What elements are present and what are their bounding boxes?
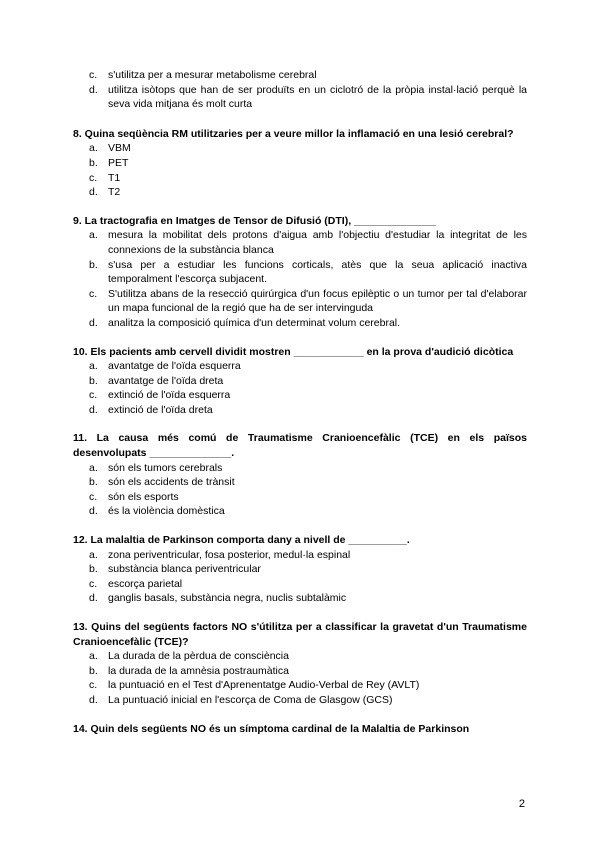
page-number: 2: [518, 798, 525, 810]
answer-option: [73, 577, 527, 592]
option-label: b.: [89, 258, 98, 271]
question-13: 13. Quins del següents factors NO s'útilitza per a classificar la gravetat d'un Traumatisme Cranioencefàlic (TCE)?: [73, 621, 527, 648]
option-label: d.: [89, 592, 98, 605]
option-text: utilitza isòtops que han de ser produïts en un ciclotró de la pròpia instal·lació perquè la seva vida mitjana és molt curta: [108, 83, 527, 111]
answer-option: [73, 185, 527, 200]
option-label: d.: [89, 693, 98, 706]
option-label: c.: [89, 171, 98, 184]
option-label: b.: [89, 476, 98, 489]
option-label: c.: [89, 577, 98, 590]
answer-option: [73, 171, 527, 186]
option-label: d.: [89, 83, 98, 96]
answer-option: [73, 156, 527, 171]
question-8: 8. Quina seqüència RM utilitzaries per a veure millor la inflamació en una lesió cerebral?: [73, 127, 514, 140]
option-text: La durada de la pèrdua de consciència: [108, 650, 289, 663]
option-text: s'usa per a estudiar les funcions corticals, atès que la seua aplicació inactiva temporalment l'escorça subjacent.: [108, 258, 527, 286]
option-label: d.: [89, 316, 98, 329]
option-label: c.: [89, 490, 98, 503]
answer-option: [73, 490, 527, 505]
answer-option: [73, 141, 527, 156]
answer-option: [73, 562, 527, 577]
option-label: c.: [89, 679, 98, 692]
option-text: analitza la composició química d'un determinat volum cerebral.: [108, 316, 401, 329]
option-label: a.: [89, 461, 98, 474]
option-label: c.: [89, 287, 98, 300]
answer-option: [73, 678, 527, 693]
answer-option: [73, 504, 527, 519]
option-label: a.: [89, 650, 98, 663]
answer-option: [73, 228, 527, 257]
option-text: VBM: [108, 142, 131, 155]
option-text: són els esports: [108, 490, 179, 503]
answer-option: [73, 374, 527, 389]
answer-option: [73, 475, 527, 490]
answer-option: [73, 693, 527, 708]
option-text: és la violència domèstica: [108, 505, 225, 518]
option-text: mesura la mobilitat dels protons d'aigua amb l'objectiu d'estudiar la integritat de les connexions de la substància blanca: [108, 229, 527, 256]
answer-option: [73, 664, 527, 679]
option-text: substància blanca periventricular: [108, 563, 261, 576]
option-text: ganglis basals, substància negra, nuclis subtalàmic: [108, 592, 347, 605]
option-text: T1: [108, 171, 121, 184]
option-text: extinció de l'oïda esquerra: [108, 389, 231, 402]
option-label: a.: [89, 142, 98, 155]
option-text: S'utilitza abans de la resecció quirúrgica d'un focus epilèptic o un tumor per tal d'elaborar un mapa funcional de la regió que ha de ser intervinguda: [108, 287, 527, 315]
answer-option: [73, 258, 527, 287]
option-label: d.: [89, 403, 98, 416]
answer-option: [73, 287, 527, 316]
option-text: avantatge de l'oïda dreta: [108, 374, 224, 387]
option-label: a.: [89, 360, 98, 373]
option-label: c.: [89, 389, 98, 402]
option-text: zona periventricular, fosa posterior, medul·la espinal: [108, 548, 351, 561]
option-text: són els accidents de trànsit: [108, 476, 235, 489]
answer-option: [73, 83, 527, 112]
answer-option: [73, 388, 527, 403]
option-label: b.: [89, 156, 98, 169]
question-12: 12. La malaltia de Parkinson comporta dany a nivell de __________.: [73, 534, 410, 547]
page-content: [73, 68, 527, 736]
question-9: 9. La tractografia en Imatges de Tensor de Difusió (DTI), ______________: [73, 214, 436, 227]
answer-option: [73, 649, 527, 664]
answer-option: [73, 359, 527, 374]
answer-option: [73, 461, 527, 476]
option-label: c.: [89, 69, 98, 81]
option-text: escorça parietal: [108, 577, 183, 590]
question-14: 14. Quin dels següents NO és un símptoma cardinal de la Malaltia de Parkinson: [73, 722, 470, 735]
option-label: d.: [89, 186, 98, 199]
option-label: d.: [89, 505, 98, 518]
question-11: 11. La causa més comú de Traumatisme Cranioencefàlic (TCE) en els països desenvolupats ______________.: [73, 432, 527, 460]
option-text: PET: [108, 156, 129, 169]
option-text: la puntuació en el Test d'Aprenentatge Audio-Verbal de Rey (AVLT): [108, 679, 420, 692]
answer-option: [73, 591, 527, 606]
option-label: b.: [89, 374, 98, 387]
answer-option: [73, 403, 527, 418]
answer-option: [73, 316, 527, 331]
option-label: a.: [89, 548, 98, 561]
option-text: T2: [108, 186, 121, 199]
answer-option: [73, 548, 527, 563]
option-text: La puntuació inicial en l'escorça de Coma de Glasgow (GCS): [108, 693, 393, 706]
option-label: b.: [89, 563, 98, 576]
option-label: b.: [89, 664, 98, 677]
option-text: són els tumors cerebrals: [108, 461, 223, 474]
option-label: a.: [89, 229, 98, 242]
option-text: avantatge de l'oïda esquerra: [108, 360, 241, 373]
question-10: 10. Els pacients amb cervell dividit mostren ____________ en la prova d'audició dicòtica: [73, 345, 514, 358]
option-text: la durada de la amnèsia postraumàtica: [108, 664, 289, 677]
answer-option: [73, 68, 527, 83]
option-text: s'utilitza per a mesurar metabolisme cerebral: [108, 69, 317, 81]
option-text: extinció de l'oïda dreta: [108, 403, 213, 416]
